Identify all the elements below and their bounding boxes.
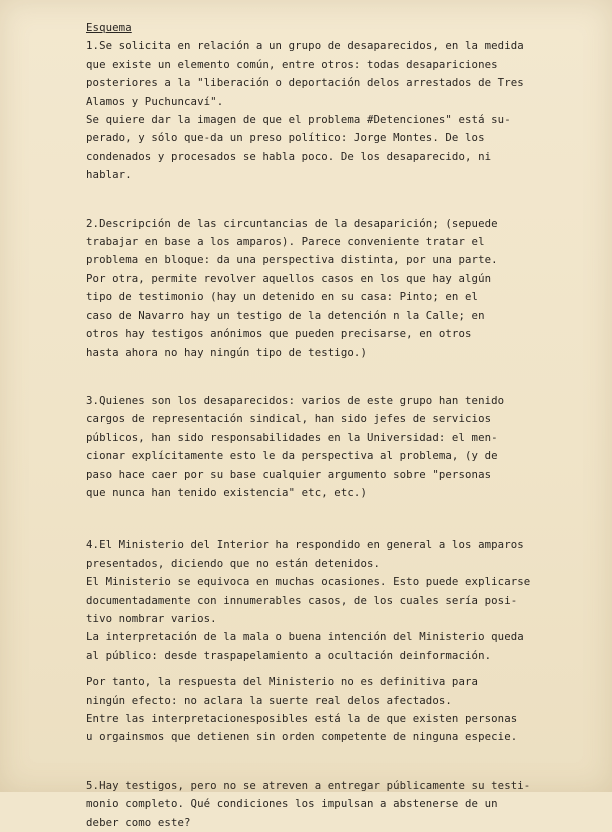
text-line: 3.Quienes son los desaparecidos: varios de este grupo han tenido bbox=[86, 393, 505, 407]
section-spacer bbox=[86, 502, 572, 536]
text-line: monio completo. Qué condiciones los impulsan a abstenerse de un bbox=[86, 797, 498, 811]
text-line: presentados, diciendo que no están detenidos. bbox=[86, 556, 381, 570]
text-line: condenados y procesados se habla poco. De los desaparecido, ni bbox=[86, 149, 492, 163]
text-line: tivo nombrar varios. bbox=[86, 611, 217, 625]
section-spacer bbox=[86, 185, 572, 215]
text-line: que nunca han tenido existencia" etc, etc.) bbox=[86, 485, 367, 499]
section-2 bbox=[86, 215, 572, 362]
section-5 bbox=[86, 777, 572, 832]
text-line: cionar explícitamente esto le da perspectiva al problema, (y de bbox=[86, 449, 498, 463]
text-line: otros hay testigos anónimos que pueden precisarse, en otros bbox=[86, 327, 472, 341]
text-line: 2.Descripción de las circuntancias de la desaparición; (sepuede bbox=[86, 216, 498, 230]
text-line: Entre las interpretacionesposibles está la de que existen personas bbox=[86, 712, 518, 725]
text-line bbox=[86, 665, 572, 673]
text-line: Alamos y Puchuncaví". bbox=[86, 94, 224, 108]
section-spacer bbox=[86, 747, 572, 777]
text-line: Por otra, permite revolver aquellos casos en los que hay algún bbox=[86, 271, 492, 285]
text-line: públicos, han sido responsabilidades en la Universidad: el men- bbox=[86, 430, 498, 444]
text-line: posteriores a la "liberación o deportación delos arrestados de Tres bbox=[86, 76, 524, 90]
text-line: cargos de representación sindical, han sido jefes de servicios bbox=[86, 412, 492, 426]
text-line: deber como este? bbox=[86, 815, 191, 829]
text-line: 1.Se solicita en relación a un grupo de desaparecidos, en la medida bbox=[86, 39, 524, 53]
text-line: 5.Hay testigos, pero no se atreven a entregar públicamente su testi- bbox=[86, 778, 531, 792]
text-line: 4.El Ministerio del Interior ha respondido en general a los amparos bbox=[86, 538, 524, 552]
text-line: La interpretación de la mala o buena intención del Ministerio queda bbox=[86, 630, 524, 644]
text-line: hablar. bbox=[86, 168, 132, 182]
text-line: caso de Navarro hay un testigo de la detención n la Calle; en bbox=[86, 308, 485, 322]
text-line: perado, y sólo que-da un preso político: Jorge Montes. De los bbox=[86, 131, 485, 145]
text-line: documentadamente con innumerables casos, de los cuales sería posi- bbox=[86, 593, 518, 607]
text-line: Por tanto, la respuesta del Ministerio no es definitiva para bbox=[86, 675, 479, 689]
section-3 bbox=[86, 392, 572, 502]
text-line: hasta ahora no hay ningún tipo de testigo.) bbox=[86, 345, 367, 359]
section-spacer bbox=[86, 362, 572, 392]
text-line: que existe un elemento común, entre otros: todas desapariciones bbox=[86, 57, 498, 71]
text-line: problema en bloque: da una perspectiva distinta, por una parte. bbox=[86, 253, 498, 267]
text-line: tipo de testimonio (hay un detenido en su casa: Pinto; en el bbox=[86, 290, 479, 304]
section-1 bbox=[86, 37, 572, 184]
text-line: al público: desde traspapelamiento a ocultación deinformación. bbox=[86, 648, 492, 662]
document-heading: Esquema bbox=[86, 21, 132, 34]
text-line: El Ministerio se equivoca en muchas ocasiones. Esto puede explicarse bbox=[86, 575, 531, 589]
text-line: Se quiere dar la imagen de que el problema #Detenciones" está su- bbox=[86, 113, 511, 127]
text-line: ningún efecto: no aclara la suerte real delos afectados. bbox=[86, 693, 452, 707]
text-line: u orgainsmos que detienen sin orden competente de ninguna especie. bbox=[86, 730, 518, 744]
section-4 bbox=[86, 536, 572, 746]
document-body bbox=[86, 37, 572, 832]
text-line: paso hace caer por su base cualquier argumento sobre "personas bbox=[86, 467, 492, 481]
text-line: trabajar en base a los amparos). Parece conveniente tratar el bbox=[86, 235, 485, 249]
